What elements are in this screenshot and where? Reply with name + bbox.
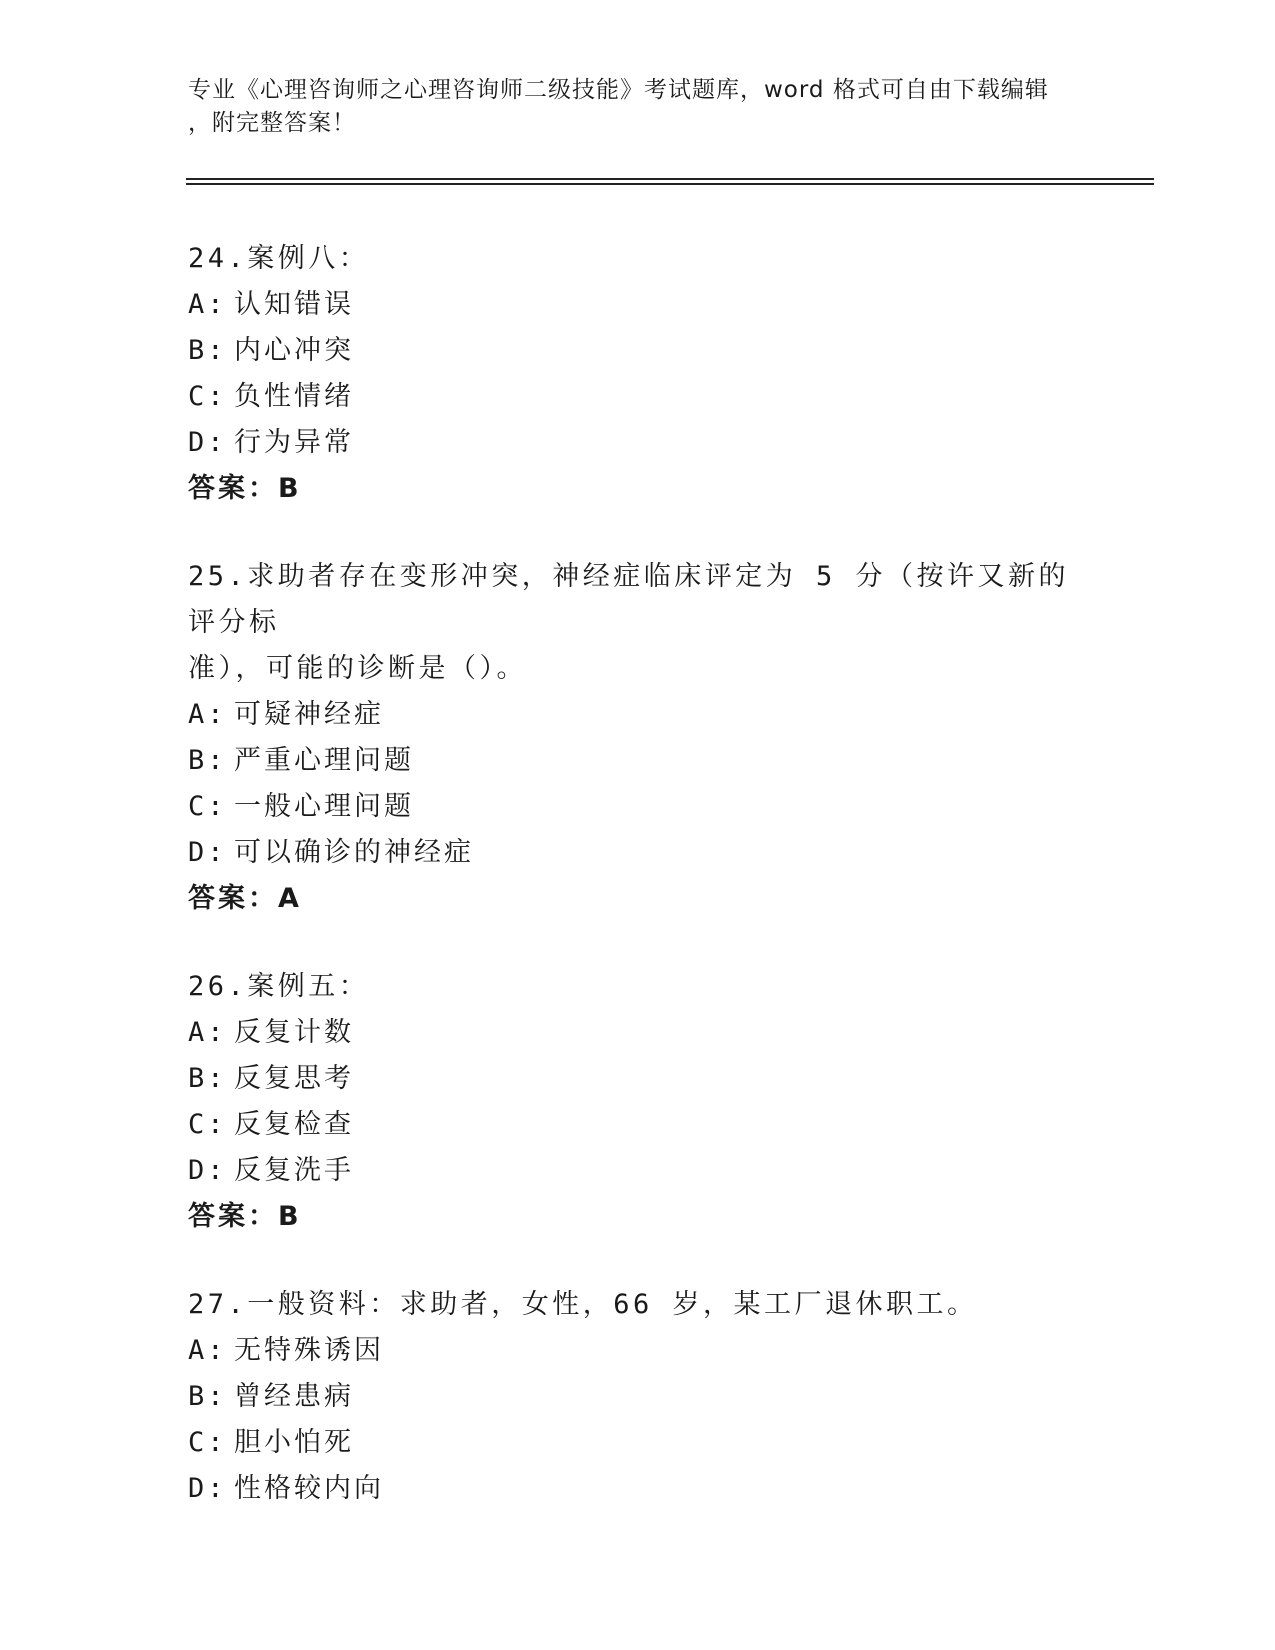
option-c	[188, 784, 1088, 830]
option-c	[188, 374, 1088, 420]
option-b	[188, 1056, 1088, 1102]
option-key: A:	[188, 1017, 227, 1048]
question-stem: 26.案例五：	[188, 971, 370, 1002]
option-text: 一般心理问题	[234, 791, 414, 822]
option-key: B:	[188, 1063, 227, 1094]
header-line-1: 专业《心理咨询师之心理咨询师二级技能》考试题库，word 格式可自由下载编辑	[188, 77, 1049, 103]
option-key: D:	[188, 427, 227, 458]
option-key: B:	[188, 335, 227, 366]
question-26	[188, 964, 1088, 1240]
option-text: 行为异常	[234, 427, 354, 458]
question-stem: 27.一般资料：求助者，女性，66 岁，某工厂退休职工。	[188, 1289, 978, 1320]
option-c	[188, 1102, 1088, 1148]
option-text: 负性情绪	[234, 381, 354, 412]
option-d	[188, 1148, 1088, 1194]
question-stem-continued: 准），可能的诊断是（）。	[188, 653, 527, 684]
option-text: 反复检查	[234, 1109, 354, 1140]
option-d	[188, 1466, 1088, 1512]
option-key: B:	[188, 745, 227, 776]
option-a	[188, 1010, 1088, 1056]
question-stem: 24.案例八：	[188, 243, 370, 274]
option-text: 认知错误	[234, 289, 354, 320]
question-25	[188, 554, 1088, 922]
option-text: 胆小怕死	[234, 1427, 354, 1458]
option-text: 曾经患病	[234, 1381, 354, 1412]
answer: 答案：A	[188, 883, 302, 914]
question-24	[188, 236, 1088, 512]
option-d	[188, 830, 1088, 876]
option-key: C:	[188, 791, 227, 822]
option-text: 可以确诊的神经症	[234, 837, 474, 868]
option-text: 严重心理问题	[234, 745, 414, 776]
option-a	[188, 692, 1088, 738]
option-key: C:	[188, 381, 227, 412]
option-key: C:	[188, 1109, 227, 1140]
option-key: B:	[188, 1381, 227, 1412]
option-text: 性格较内向	[234, 1473, 384, 1504]
question-list	[188, 236, 1088, 1554]
option-text: 可疑神经症	[234, 699, 384, 730]
option-d	[188, 420, 1088, 466]
option-key: D:	[188, 1155, 227, 1186]
option-text: 反复思考	[234, 1063, 354, 1094]
question-27	[188, 1282, 1088, 1512]
option-key: C:	[188, 1427, 227, 1458]
answer: 答案：B	[188, 1201, 302, 1232]
answer: 答案：B	[188, 473, 302, 504]
header-rule-bottom	[186, 183, 1154, 185]
option-key: A:	[188, 289, 227, 320]
option-key: D:	[188, 837, 227, 868]
option-a	[188, 1328, 1088, 1374]
option-a	[188, 282, 1088, 328]
option-text: 内心冲突	[234, 335, 354, 366]
option-b	[188, 1374, 1088, 1420]
option-text: 无特殊诱因	[234, 1335, 384, 1366]
option-key: D:	[188, 1473, 227, 1504]
option-key: A:	[188, 699, 227, 730]
header-rule-top	[186, 178, 1154, 180]
option-b	[188, 328, 1088, 374]
option-text: 反复洗手	[234, 1155, 354, 1186]
option-b	[188, 738, 1088, 784]
document-header	[188, 74, 1088, 140]
option-text: 反复计数	[234, 1017, 354, 1048]
question-stem: 25.求助者存在变形冲突，神经症临床评定为 5 分（按许又新的评分标	[188, 561, 1070, 638]
option-c	[188, 1420, 1088, 1466]
header-line-2: ，附完整答案！	[188, 110, 356, 136]
option-key: A:	[188, 1335, 227, 1366]
